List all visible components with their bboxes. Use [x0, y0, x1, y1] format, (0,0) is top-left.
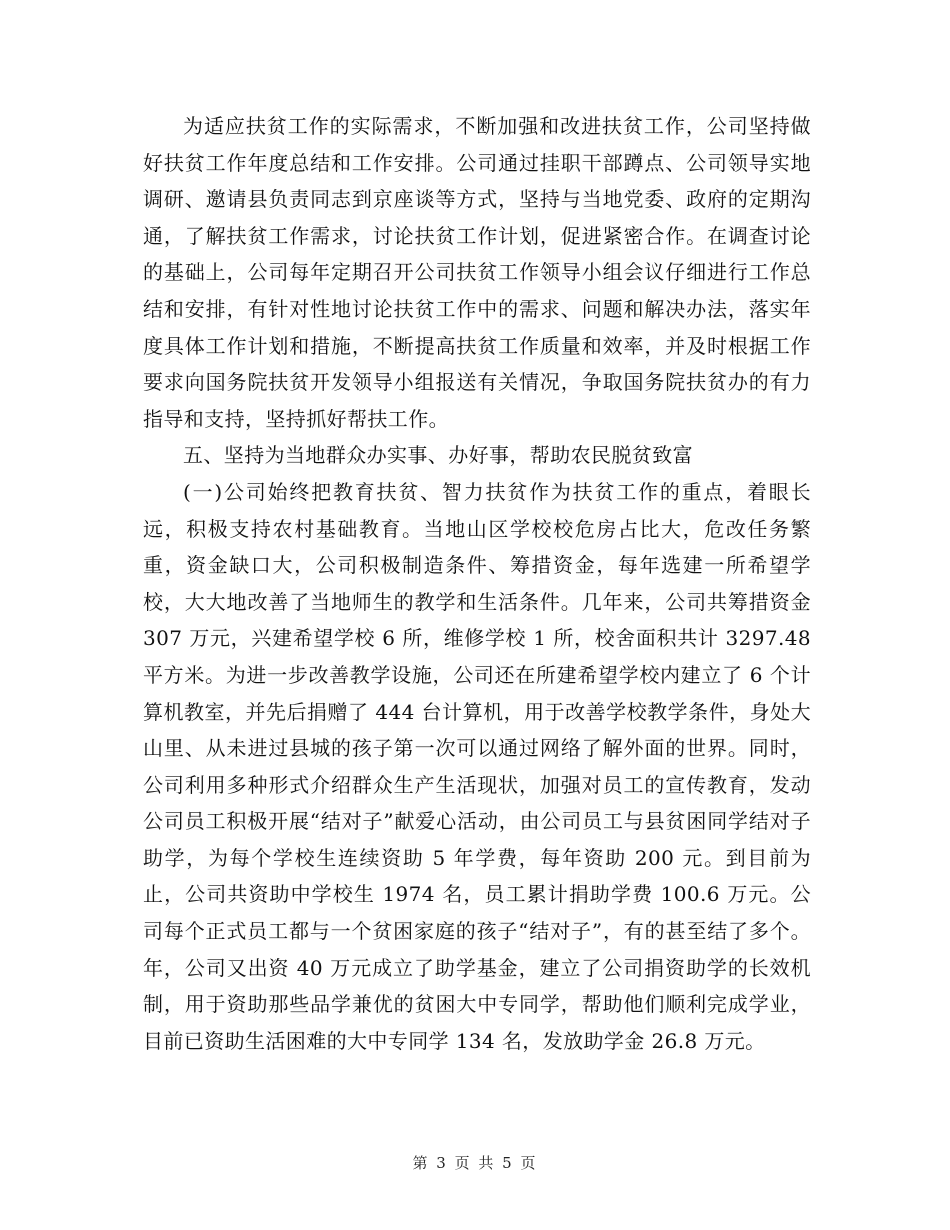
paragraph-education-aid: (一)公司始终把教育扶贫、智力扶贫作为扶贫工作的重点，着眼长远，积极支持农村基础教育。当地山区学校校危房占比大，危改任务繁重，资金缺口大，公司积极制造条件、筹措资金，每年选建一所希望学校，大大地改善了当地师生的教学和生活条件。几年来，公司共筹措资金 307 万元，兴建希望学校 6 所，维修学校 1 所，校舍面积共计 3297.48 平方米。为进一步改善教学设施，公司还在所建希望学校内建立了 6 个计算机教室，并先后捐赠了 444 台计算机，用于改善学校教学条件，身处大山里、从未进过县城的孩子第一次可以通过网络了解外面的世界。同时，公司利用多种形式介绍群众生产生活现状，加强对员工的宣传教育，发动公司员工积极开展“结对子”献爱心活动，由公司员工与县贫困同学结对子助学，为每个学校生连续资助 5 年学费，每年资助 200 元。到目前为止，公司共资助中学校生 1974 名，员工累计捐助学费 100.6 万元。公司每个正式员工都与一个贫困家庭的孩子“结对子”，有的甚至结了多个。年，公司又出资 40 万元成立了助学基金，建立了公司捐资助学的长效机制，用于资助那些品学兼优的贫困大中专同学，帮助他们顺利完成学业，目前已资助生活困难的大中专同学 134 名，发放助学金 26.8 万元。: [143, 479, 811, 1053]
section-heading-five: 五、坚持为当地群众办实事、办好事，帮助农民脱贫致富: [183, 443, 693, 468]
page-number-footer: 第 3 页 共 5 页: [412, 1154, 538, 1172]
paragraph-work-summary: 为适应扶贫工作的实际需求，不断加强和改进扶贫工作，公司坚持做好扶贫工作年度总结和工作安排。公司通过挂职干部蹲点、公司领导实地调研、邀请县负责同志到京座谈等方式，坚持与当地党委、政府的定期沟通，了解扶贫工作需求，讨论扶贫工作计划，促进紧密合作。在调查讨论的基础上，公司每年定期召开公司扶贫工作领导小组会议仔细进行工作总结和安排，有针对性地讨论扶贫工作中的需求、问题和解决办法，落实年度具体工作计划和措施，不断提高扶贫工作质量和效率，并及时根据工作要求向国务院扶贫开发领导小组报送有关情况，争取国务院扶贫办的有力指导和支持，坚持抓好帮扶工作。: [143, 114, 811, 431]
document-body: [143, 108, 811, 1059]
